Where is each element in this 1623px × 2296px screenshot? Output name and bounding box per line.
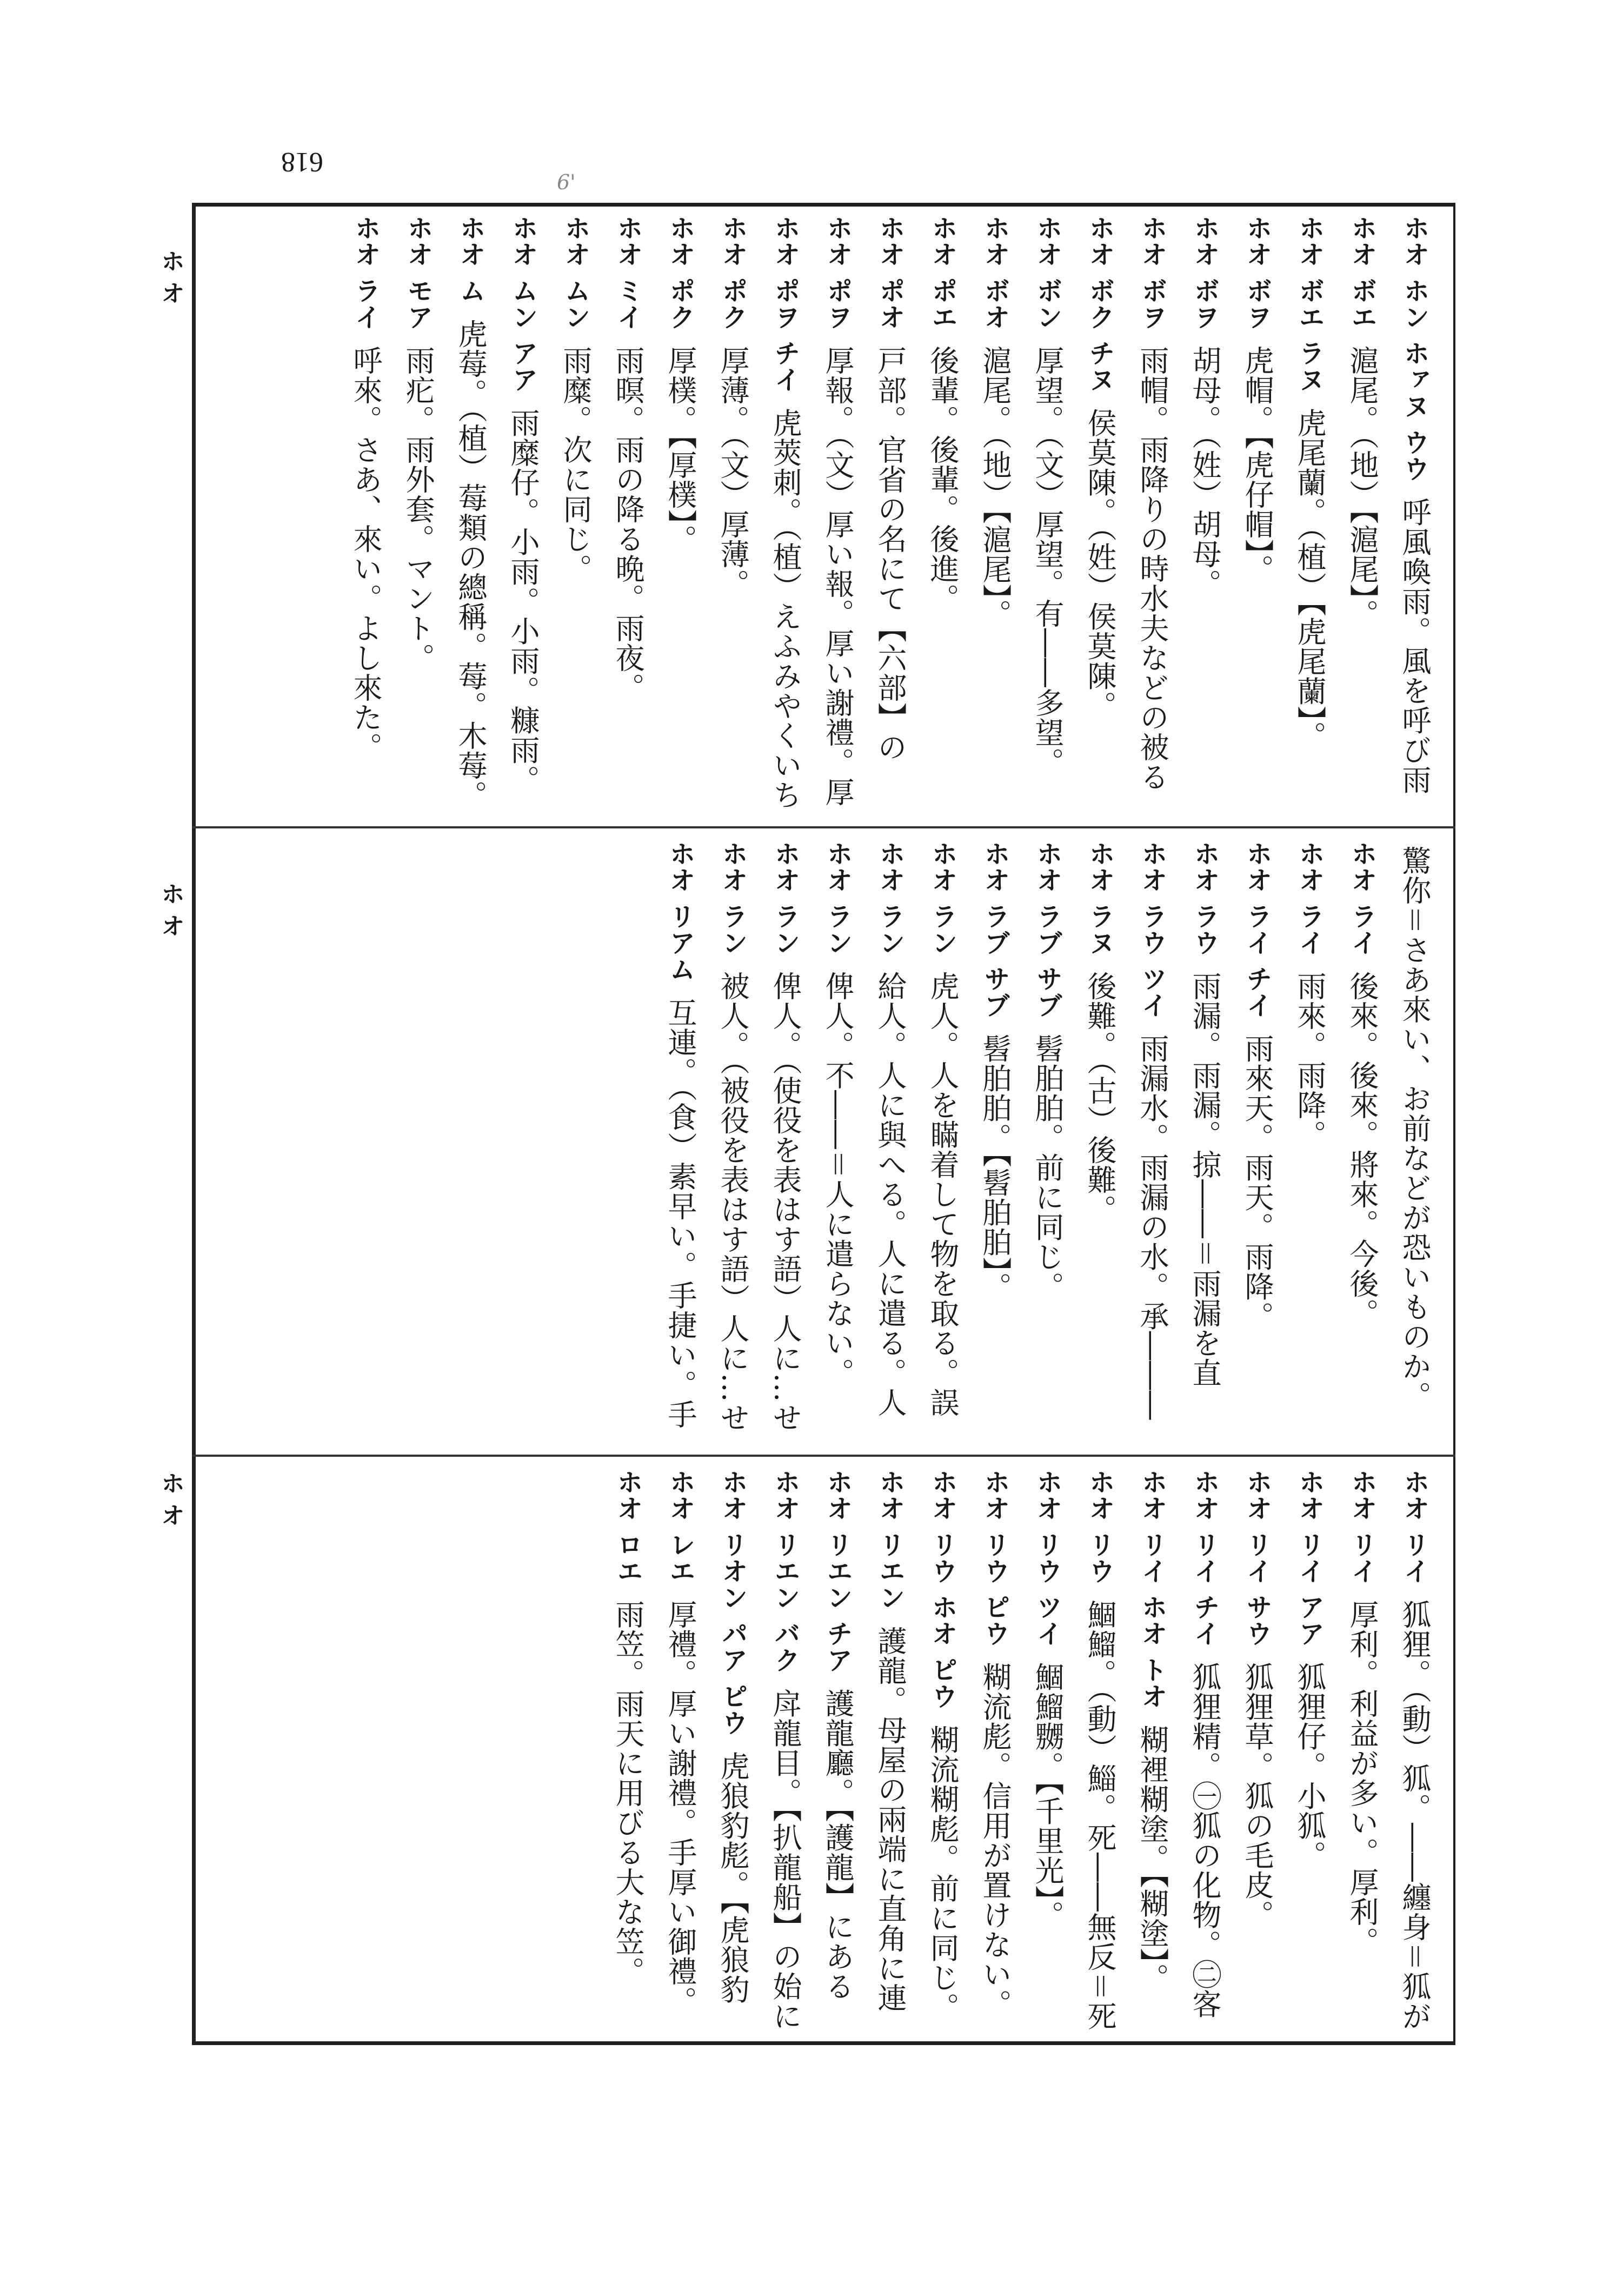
entry-definition: 虎尾蘭。（植）【虎尾蘭】。 xyxy=(1293,408,1327,751)
dictionary-entry xyxy=(709,840,756,1443)
entry-definition: 厚利。利益が多い。厚利。 xyxy=(1345,1599,1379,1956)
entry-reading: ホオ リイ サウ xyxy=(1242,1469,1272,1647)
entry-reading: ホオ ラウ xyxy=(1189,840,1220,956)
entry-definition: 厚報。（文）厚い報。厚い謝禮。厚 xyxy=(821,345,855,807)
side-tab-bottom: ホ オ xyxy=(157,1471,184,1527)
entry-reading: ホオ ラン xyxy=(717,840,748,956)
entry-reading: ホオ ム xyxy=(455,215,485,304)
entry-reading: ホオ ボエ ラヌ xyxy=(1294,215,1325,393)
entry-reading: ホオ リオン パア ピウ xyxy=(717,1469,748,1736)
entry-reading: ホオ ラヌ xyxy=(1085,840,1115,956)
dictionary-entry xyxy=(1076,215,1123,814)
entry-definition: 後難。（古）後難。 xyxy=(1083,971,1117,1224)
entry-reading: ホオ ポク xyxy=(665,215,695,330)
entry-reading: ホオ ボヲ xyxy=(1189,215,1220,330)
entry-reading: ホオ ライ xyxy=(1294,840,1325,956)
entry-reading: ホオ ライ チイ xyxy=(1242,840,1272,1019)
entry-definition: 呼來。さあ、來い。よし來た。 xyxy=(349,345,383,762)
page-number: 618 xyxy=(281,147,323,177)
dictionary-entry xyxy=(709,215,756,814)
entry-reading: ホオ ポエ xyxy=(927,215,957,330)
dictionary-entry xyxy=(551,215,599,814)
dictionary-entry xyxy=(656,1469,704,2033)
dictionary-entry xyxy=(919,215,966,814)
dictionary-entry xyxy=(604,1469,651,2033)
entry-definition: 雨漏。雨漏。掠――＝雨漏を直 xyxy=(1188,971,1222,1388)
band-middle xyxy=(192,828,1455,1455)
entry-reading: ホオ リエン バク xyxy=(770,1469,800,1674)
entry-definition: 呼風喚雨。風を呼び雨 xyxy=(1398,497,1432,795)
entry-reading: ホオ ホン ホァヌ ウウ xyxy=(1399,215,1429,482)
entry-definition: 後來。後來。將來。今後。 xyxy=(1345,971,1379,1328)
entry-reading: ホオ ラブ サブ xyxy=(980,840,1010,1019)
entry-reading: ホオ ボン xyxy=(1032,215,1062,330)
entry-definition: 鯝鰡。（動）鯔。死――無反＝死 xyxy=(1083,1599,1117,2031)
dictionary-entry xyxy=(1076,840,1123,1443)
dictionary-entry xyxy=(1338,840,1386,1443)
entry-definition: 胡母。（姓）胡母。 xyxy=(1188,345,1222,599)
entry-reading: ホオ リイ チイ xyxy=(1189,1469,1220,1647)
entry-definition: 雨糜。次に同じ。 xyxy=(558,345,593,583)
dictionary-entry xyxy=(919,840,966,1443)
entry-reading: ホオ ラン xyxy=(822,840,853,956)
dictionary-entry xyxy=(1286,215,1333,814)
entry-reading: ホオ リイ xyxy=(1399,1469,1429,1584)
dictionary-entry xyxy=(1023,840,1071,1443)
band-middle-columns xyxy=(205,840,1438,1443)
entry-reading: ホオ リエン チア xyxy=(822,1469,853,1674)
dictionary-entry xyxy=(1181,215,1228,814)
entry-definition: 雨漏水。雨漏の水。承――― xyxy=(1135,1033,1169,1421)
entry-reading: ホオ ポヲ xyxy=(822,215,853,330)
entry-definition: 滬尾。（地）【滬尾】。 xyxy=(1345,345,1379,629)
entry-reading: ホオ ムン アア xyxy=(508,215,538,393)
band-bottom xyxy=(192,1457,1455,2045)
dictionary-entry xyxy=(971,840,1019,1443)
dictionary-entry xyxy=(447,215,494,814)
entry-reading: ホオ ボエ xyxy=(1347,215,1377,330)
dictionary-entry xyxy=(604,215,651,814)
entry-definition: 護龍。母屋の兩端に直角に連 xyxy=(873,1625,907,2013)
dictionary-entry xyxy=(1338,1469,1386,2033)
entry-definition: 髫胉胉。【髫胉胉】。 xyxy=(978,1033,1012,1302)
dictionary-entry xyxy=(1233,840,1281,1443)
dictionary-entry xyxy=(866,840,914,1443)
entry-definition: 狐狸。（動）狐。――纏身＝狐が xyxy=(1398,1599,1432,2031)
dictionary-entry xyxy=(814,1469,861,2033)
entry-reading: ホオ ラブ サブ xyxy=(1032,840,1062,1019)
entry-reading: ホオ ラウ ツイ xyxy=(1137,840,1167,1019)
entry-definition: 厚樸。【厚樸】。 xyxy=(663,345,697,554)
entry-reading: ホオ ミイ xyxy=(613,215,643,330)
entry-definition: 糊流彪。信用が置けない。 xyxy=(978,1662,1012,2019)
dictionary-entry xyxy=(761,840,809,1443)
entry-reading: ホオ リイ アア xyxy=(1294,1469,1325,1647)
dictionary-entry xyxy=(1391,215,1438,814)
entry-definition: 厚禮。厚い謝禮。手厚い御禮。 xyxy=(663,1599,697,2016)
entry-reading: ホオ ボヲ xyxy=(1137,215,1167,330)
dictionary-entry xyxy=(709,1469,756,2033)
dictionary-entry xyxy=(1128,215,1176,814)
entry-definition: 後輩。後輩。後進。 xyxy=(926,345,960,613)
entry-reading: ホオ ポオ xyxy=(875,215,905,330)
dictionary-entry xyxy=(1181,840,1228,1443)
entry-reading: ホオ リウ ピウ xyxy=(980,1469,1010,1647)
entry-definition: 被人。（被役を表はす語）人に…せ xyxy=(716,971,750,1432)
side-tab-top: ホ オ xyxy=(157,249,184,305)
entry-reading: ホオ ポヲ チイ xyxy=(770,215,800,393)
entry-reading: ホオ モア xyxy=(403,215,433,330)
entry-reading: ホオ ラン xyxy=(770,840,800,956)
entry-definition: 互連。（食）素早い。手捷い。手 xyxy=(663,997,697,1429)
entry-reading: ホオ ポク xyxy=(717,215,748,330)
entry-definition: 虎莢刺。（植）えふみやくいち xyxy=(768,408,802,810)
entry-definition: 鯝鰡嬲。【千里光】。 xyxy=(1030,1662,1065,1930)
dictionary-entry xyxy=(1128,1469,1176,2033)
entry-reading: ホオ ラン xyxy=(927,840,957,956)
dictionary-entry xyxy=(342,215,389,814)
dictionary-entry xyxy=(1181,1469,1228,2033)
dictionary-entry xyxy=(761,215,809,814)
dictionary-entry xyxy=(761,1469,809,2033)
dictionary-entry xyxy=(656,215,704,814)
entry-definition: 雨暝。雨の降る晩。雨夜。 xyxy=(611,345,645,702)
entry-definition: 厚望。（文）厚望。有――多望。 xyxy=(1030,345,1065,777)
dictionary-entry xyxy=(394,215,442,814)
entry-reading: ホオ ムン xyxy=(560,215,590,330)
dictionary-entry xyxy=(866,215,914,814)
entry-definition: 戽龍目。【扒龍船】の始に xyxy=(768,1688,802,2031)
entry-reading: ホオ ボク チヌ xyxy=(1085,215,1115,393)
dictionary-entry xyxy=(1391,1469,1438,2033)
dictionary-entry xyxy=(499,215,547,814)
entry-definition: 雨帽。雨降りの時水夫などの被る xyxy=(1135,345,1169,792)
entry-reading: ホオ ロエ xyxy=(613,1469,643,1584)
entry-definition: 雨來天。雨天。雨降。 xyxy=(1240,1033,1274,1331)
entry-reading: ホオ ボヲ xyxy=(1242,215,1272,330)
entry-reading: ホオ ボオ xyxy=(980,215,1010,330)
dictionary-entry xyxy=(1128,840,1176,1443)
dictionary-entry xyxy=(1338,215,1386,814)
dictionary-entry xyxy=(1391,840,1438,1443)
dictionary-entry xyxy=(1233,215,1281,814)
dictionary-entry xyxy=(866,1469,914,2033)
entry-reading: ホオ リイ xyxy=(1347,1469,1377,1584)
dictionary-entry xyxy=(814,840,861,1443)
entry-definition: 髫胉胉。前に同じ。 xyxy=(1030,1033,1065,1302)
entry-reading: ホオ リエン xyxy=(875,1469,905,1611)
entry-reading: ホオ ライ xyxy=(350,215,381,330)
dictionary-entry xyxy=(919,1469,966,2033)
entry-definition: 虎人。人を瞞着して物を取る。誤 xyxy=(926,971,960,1417)
entry-definition: 虎帽。【虎仔帽】。 xyxy=(1240,345,1274,584)
dictionary-entry xyxy=(971,1469,1019,2033)
entry-definition: 滬尾。（地）【滬尾】。 xyxy=(978,345,1012,629)
entry-reading: ホオ リアム xyxy=(665,840,695,983)
entry-definition: 雨來。雨降。 xyxy=(1293,971,1327,1150)
dictionary-entry xyxy=(656,840,704,1443)
entry-definition: 侯莫陳。（姓）侯莫陳。 xyxy=(1083,408,1117,721)
entry-definition: 戸部。官省の名にて【六部】の xyxy=(873,345,907,762)
entry-reading: ホオ レエ xyxy=(665,1469,695,1584)
entry-definition: 俾人。不――＝人に遣らない。 xyxy=(821,971,855,1388)
entry-reading: ホオ ライ xyxy=(1347,840,1377,956)
side-tab-middle: ホ オ xyxy=(157,881,184,938)
stray-mark: 6' xyxy=(557,170,576,194)
dictionary-entry xyxy=(814,215,861,814)
entry-definition: 俾人。（使役を表はす語）人に…せ xyxy=(768,971,802,1432)
entry-definition: 雨疕。雨外套。マント。 xyxy=(401,345,435,673)
entry-reading: ホオ リウ ホオ ピウ xyxy=(927,1469,957,1710)
dictionary-entry xyxy=(1286,1469,1333,2033)
band-top xyxy=(192,203,1455,826)
dictionary-entry xyxy=(971,215,1019,814)
dictionary-entry xyxy=(1023,215,1071,814)
entry-definition: 虎狼豹彪。【虎狼豹 xyxy=(716,1751,750,2005)
entry-reading: ホオ リウ xyxy=(1085,1469,1115,1584)
entry-definition: 糊流糊彪。前に同じ。 xyxy=(926,1724,960,2022)
band-bottom-columns xyxy=(205,1469,1438,2033)
entry-definition: 雨糜仔。小雨。小雨。糠雨。 xyxy=(506,408,540,795)
entry-reading: ホオ リイ ホオ トオ xyxy=(1137,1469,1167,1710)
entry-reading: ホオ ラン xyxy=(875,840,905,956)
entry-definition: 雨笠。雨天に用びる大な笠。 xyxy=(611,1599,645,1986)
entry-definition: 狐狸仔。小狐。 xyxy=(1293,1662,1327,1870)
entry-definition: 驚你＝さあ來い、お前などが恐いものか。 xyxy=(1398,846,1432,1411)
dictionary-entry xyxy=(1233,1469,1281,2033)
entry-definition: 給人。人に與へる。人に遣る。人 xyxy=(873,971,907,1417)
dictionary-entry xyxy=(1023,1469,1071,2033)
entry-definition: 護龍廳。【護龍】にある xyxy=(821,1688,855,2001)
band-top-columns xyxy=(205,215,1438,814)
entry-definition: 虎莓。（植）莓類の總稱。莓。木莓。 xyxy=(454,318,488,810)
entry-definition: 狐狸精。㊀狐の化物。㊁客 xyxy=(1188,1662,1222,2019)
entry-definition: 厚薄。（文）厚薄。 xyxy=(716,345,750,599)
dictionary-entry xyxy=(1076,1469,1123,2033)
entry-reading: ホオ リウ ツイ xyxy=(1032,1469,1062,1647)
dictionary-entry xyxy=(1286,840,1333,1443)
entry-definition: 狐狸草。狐の毛皮。 xyxy=(1240,1662,1274,1930)
entry-definition: 糊裡糊塗。【糊塗】。 xyxy=(1135,1724,1169,1993)
